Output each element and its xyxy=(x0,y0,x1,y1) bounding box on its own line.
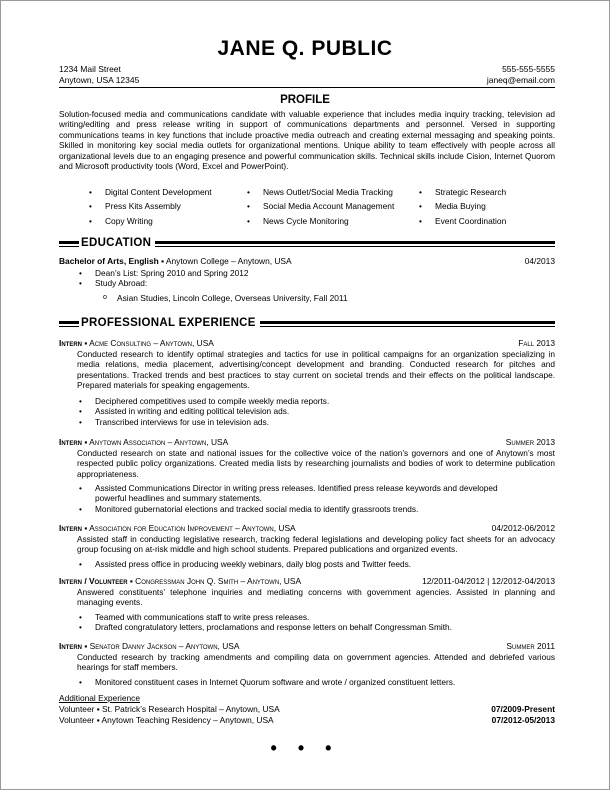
skills-column-3 xyxy=(419,185,506,228)
job-bullet: • Assisted press office in producing weekly webinars, daily blog posts and Twitter feeds. xyxy=(79,559,499,569)
skills-column-2 xyxy=(247,185,394,228)
school-name: ▪ Anytown College – Anytown, USA xyxy=(158,256,292,266)
job-date: Summer 2011 xyxy=(506,641,555,651)
candidate-name: JANE Q. PUBLIC xyxy=(217,37,393,60)
profile-summary: Solution-focused media and communications candidate with valuable experience that includes media inquiry tracking, television ad writing/editing and press release writing in support of communications departments and personnel. Versed in supporting communications teams in key functions that include proactive media outreach and creating external messaging and speaking points. Skilled in monitoring key social media outlets for organizational mentions. Unique ability to team effectively with people across all organizational levels due to an engaging presence and powerful communication skills. Technical skills include Cision, Internet Quorom and Microsoft productivity tools (Word, Excel and PowerPoint). xyxy=(59,109,555,172)
contact-row-2 xyxy=(59,75,555,86)
job-description: Conducted research by tracking amendments and compiling data on government agencies. Attended and debriefed various hearings for staff members. xyxy=(77,652,555,673)
skill-item: • Media Buying xyxy=(419,199,506,213)
education-detail-item: • Dean’s List: Spring 2010 and Spring 2012 xyxy=(79,268,499,278)
additional-experience-row xyxy=(59,704,555,714)
job-org: ▪ Senator Danny Jackson – Anytown, USA xyxy=(82,641,240,651)
additional-experience-row xyxy=(59,715,555,725)
education-detail-item: • Study Abroad: xyxy=(79,278,499,288)
job-role: Intern / Volunteer xyxy=(59,576,128,586)
job-bullets xyxy=(79,559,499,569)
degree-title: Bachelor of Arts, English xyxy=(59,256,159,266)
additional-org: ▪ St. Patrick’s Research Hospital – Anytown, USA xyxy=(94,704,280,714)
contact-row-1 xyxy=(59,64,555,75)
job-description: Conducted research to identify optimal strategies and tactics for use in political campaigns for an organization specializing in media relations, media placement, advertising/concept development and branding. Conducted research for pitches and presentations. Tracked trends and best practices to stay current on societal trends and their effects on the political landscape. Prepared materials for speaking engagements. xyxy=(77,349,555,391)
job-bullet: • Assisted in writing and editing political television ads. xyxy=(79,406,499,416)
additional-role: Volunteer xyxy=(59,704,95,714)
address-line: 1234 Mail Street xyxy=(59,64,121,74)
job-header xyxy=(59,437,555,447)
job-role: Intern xyxy=(59,437,82,447)
job-role: Intern xyxy=(59,523,82,533)
job-bullets xyxy=(79,483,519,514)
education-section-header xyxy=(59,236,555,250)
graduation-date: 04/2013 xyxy=(524,256,555,266)
additional-experience-heading: Additional Experience xyxy=(59,693,141,703)
job-bullet: • Monitored constituent cases in Internet Quorum software and wrote / organized constituent letters. xyxy=(79,677,519,687)
job-bullets xyxy=(79,396,499,427)
job-org: ▪ Anytown Association – Anytown, USA xyxy=(82,437,229,447)
additional-date: 07/2012-05/2013 xyxy=(491,715,555,725)
experience-heading: PROFESSIONAL EXPERIENCE xyxy=(79,316,260,330)
email-address[interactable]: janeq@email.com xyxy=(486,75,555,85)
job-bullets xyxy=(79,677,519,687)
job-bullet: • Assisted Communications Director in writing press releases. Identified press release keywords and developed powerful headlines and summary statements. xyxy=(79,483,519,504)
job-date: Summer 2013 xyxy=(505,437,555,447)
page-continuation-dots: • • • xyxy=(270,738,340,758)
job-date: 04/2012-06/2012 xyxy=(491,523,555,533)
job-description: Assisted staff in conducting legislative research, tracking federal legislations and developing policy fact sheets for an advocacy group focusing on at-risk middle and high school students. Prepared publications and organized events. xyxy=(77,534,555,555)
skill-item: • Social Media Account Management xyxy=(247,199,394,213)
job-role: Intern xyxy=(59,338,82,348)
profile-heading: PROFILE xyxy=(280,94,330,106)
job-header xyxy=(59,641,555,651)
job-header xyxy=(59,338,555,348)
study-abroad-detail: o Asian Studies, Lincoln College, Overseas University, Fall 2011 xyxy=(117,293,348,303)
job-org: ▪ Acme Consulting – Anytown, USA xyxy=(82,338,214,348)
job-description: Conducted research on state and national issues for the collective voice of the nation’s governors and one of Anytown’s most respected public policy organizations. Created media lists by researching journalists and bodies of work to determine publication appropriateness. xyxy=(77,448,555,479)
skill-item: • News Cycle Monitoring xyxy=(247,214,394,228)
job-bullet: • Monitored gubernatorial elections and tracked social media to identify grassroots trends. xyxy=(79,504,519,514)
skill-item: • Strategic Research xyxy=(419,185,506,199)
additional-org: ▪ Anytown Teaching Residency – Anytown, USA xyxy=(94,715,274,725)
job-bullet: • Drafted congratulatory letters, proclamations and response letters on behalf Congressman Smith. xyxy=(79,622,499,632)
experience-section-header xyxy=(59,316,555,330)
job-org: ▪ Congressman John Q. Smith – Anytown, USA xyxy=(127,576,302,586)
header-divider xyxy=(59,87,555,88)
skill-item: • Event Coordination xyxy=(419,214,506,228)
job-bullet: • Deciphered competitives used to compile weekly media reports. xyxy=(79,396,499,406)
city-line: Anytown, USA 12345 xyxy=(59,75,140,85)
education-heading: EDUCATION xyxy=(79,236,155,250)
education-degree-line xyxy=(59,256,555,266)
additional-date: 07/2009-Present xyxy=(491,704,555,714)
phone-number: 555-555-5555 xyxy=(502,64,555,74)
additional-role: Volunteer xyxy=(59,715,95,725)
job-bullet: • Transcribed interviews for use in television ads. xyxy=(79,417,499,427)
job-description: Answered constituents’ telephone inquiries and mediating concerns with government agencies. Assisted in planning and managing events. xyxy=(77,587,555,608)
job-bullets xyxy=(79,612,499,633)
skill-item: • Digital Content Development xyxy=(89,185,212,199)
job-header xyxy=(59,523,555,533)
job-date: Fall 2013 xyxy=(518,338,555,348)
education-details xyxy=(79,268,499,289)
skills-column-1 xyxy=(89,185,212,228)
job-bullet: • Teamed with communications staff to write press releases. xyxy=(79,612,499,622)
job-role: Intern xyxy=(59,641,82,651)
skill-item: • News Outlet/Social Media Tracking xyxy=(247,185,394,199)
skill-item: • Press Kits Assembly xyxy=(89,199,212,213)
job-org: ▪ Association for Education Improvement – Anytown, USA xyxy=(82,523,296,533)
job-header xyxy=(59,576,555,586)
skill-item: • Copy Writing xyxy=(89,214,212,228)
job-date: 12/2011-04/2012 | 12/2012-04/2013 xyxy=(422,576,555,586)
